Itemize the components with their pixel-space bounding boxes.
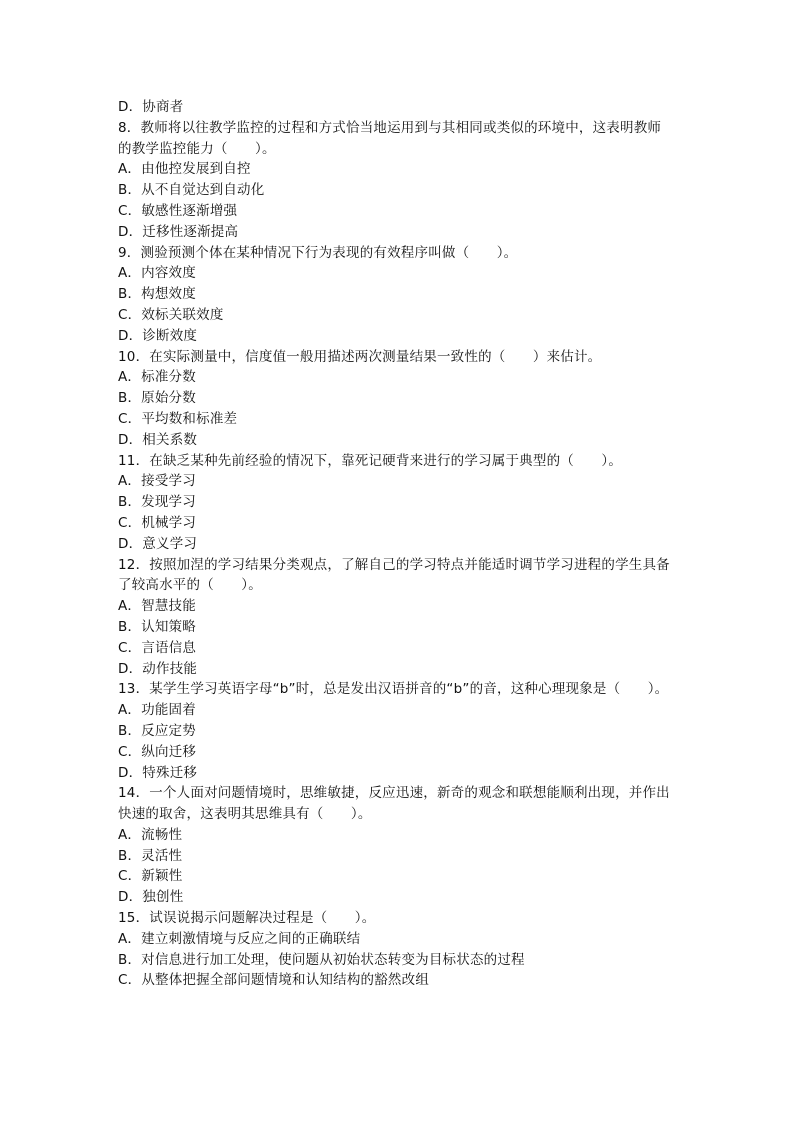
option-text: D．独创性 <box>118 889 184 906</box>
question-text: 13．某学生学习英语字母“b”时，总是发出汉语拼音的“b”的音，这种心理现象是（ ）。 <box>118 681 669 698</box>
option-text: A．流畅性 <box>118 826 183 843</box>
option-text: A．智慧技能 <box>118 598 196 615</box>
option-text: B．认知策略 <box>118 618 196 635</box>
question-text: 12．按照加涅的学习结果分类观点，了解自己的学习特点并能适时调节学习进程的学生具备了较高水平的（ ）。 <box>118 556 670 594</box>
option-text: C．新颖性 <box>118 868 183 885</box>
option-text: B．从不自觉达到自动化 <box>118 182 265 199</box>
option-text: A．建立刺激情境与反应之间的正确联结 <box>118 930 361 947</box>
option-text: A．接受学习 <box>118 473 196 490</box>
question-text: 15．试误说揭示问题解决过程是（ ）。 <box>118 910 376 927</box>
question-text: 14．一个人面对问题情境时，思维敏捷，反应迅速，新奇的观念和联想能顺利出现，并作出快速的取舍，这表明其思维具有（ ）。 <box>118 785 670 823</box>
option-text: B．反应定势 <box>118 722 196 739</box>
option-text: B．发现学习 <box>118 494 196 511</box>
option-text: D．迁移性逐渐提高 <box>118 223 239 240</box>
document-page <box>118 97 674 991</box>
option-text: A．功能固着 <box>118 702 196 719</box>
option-text: D．意义学习 <box>118 535 198 552</box>
option-text: C．敏感性逐渐增强 <box>118 202 238 219</box>
option-text: C．平均数和标准差 <box>118 410 238 427</box>
option-text: C．纵向迁移 <box>118 743 197 760</box>
question-text: 10．在实际测量中，信度值一般用描述两次测量结果一致性的（ ）来估计。 <box>118 348 602 365</box>
option-text: A．标准分数 <box>118 369 196 386</box>
option-text: C．机械学习 <box>118 514 197 531</box>
question-text: 9．测验预测个体在某种情况下行为表现的有效程序叫做（ ）。 <box>118 244 518 261</box>
question-text: 8．教师将以往教学监控的过程和方式恰当地运用到与其相同或类似的环境中，这表明教师的教学监控能力（ ）。 <box>118 119 662 157</box>
option-text: B．构想效度 <box>118 286 196 303</box>
option-text: B．原始分数 <box>118 390 196 407</box>
option-text: C．效标关联效度 <box>118 306 224 323</box>
option-text: D．相关系数 <box>118 431 198 448</box>
option-text: D．动作技能 <box>118 660 198 677</box>
option-text: D．诊断效度 <box>118 327 198 344</box>
option-text: B．灵活性 <box>118 847 183 864</box>
option-text: C．言语信息 <box>118 639 197 656</box>
option-text: A．由他控发展到自控 <box>118 161 251 178</box>
question-text: 11．在缺乏某种先前经验的情况下，靠死记硬背来进行的学习属于典型的（ ）。 <box>118 452 623 469</box>
option-text: A．内容效度 <box>118 265 196 282</box>
option-text: C．从整体把握全部问题情境和认知结构的豁然改组 <box>118 972 430 989</box>
option-text: D．特殊迁移 <box>118 764 198 781</box>
option-text: B．对信息进行加工处理，使问题从初始状态转变为目标状态的过程 <box>118 951 525 968</box>
option-text: D．协商者 <box>118 99 184 115</box>
